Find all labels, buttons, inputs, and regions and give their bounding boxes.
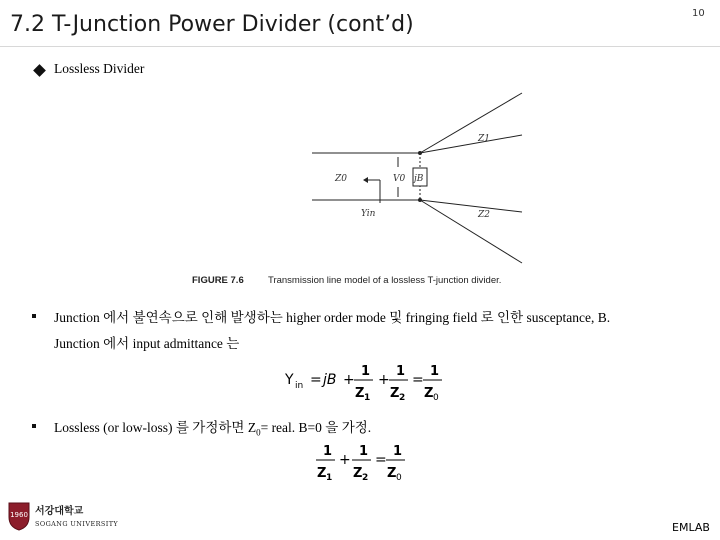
- para3-prefix: Lossless (or low-loss) 를 가정하면 Z: [54, 420, 257, 435]
- page-number: 10: [692, 8, 705, 19]
- junction-dot: [418, 198, 422, 202]
- eq2-num-3: 1: [393, 444, 403, 459]
- slide-title: 7.2 T-Junction Power Divider (cont’d): [10, 12, 414, 37]
- eq2-den-2: Z: [353, 466, 363, 481]
- label-z2: Z2: [478, 210, 490, 220]
- eq1-den-1-sub: 1: [364, 393, 371, 402]
- label-yin: Yin: [361, 209, 376, 219]
- eq2-num-2: 1: [359, 444, 369, 459]
- arrow-head-icon: [363, 177, 368, 183]
- square-bullet-icon: [32, 424, 36, 428]
- para3-suffix: = real. B=0 을 가정.: [260, 420, 372, 435]
- equation-input-admittance: [285, 360, 450, 402]
- equation-lossless: [316, 440, 411, 482]
- eq2-den-1-sub: 1: [326, 473, 333, 482]
- eq1-jb: jB: [323, 372, 337, 388]
- eq1-plus-1: +: [343, 372, 355, 388]
- eq2-den-3: Z: [387, 466, 397, 481]
- eq1-plus-2: +: [378, 372, 390, 388]
- eq1-num-1: 1: [361, 364, 371, 379]
- eq2-den-2-sub: 2: [362, 473, 369, 482]
- body-paragraph-1: Junction 에서 불연속으로 인해 발생하는 higher order mode 및 fringing field 로 인한 susceptance, B.: [54, 310, 611, 325]
- label-jb: jB: [414, 174, 424, 184]
- sogang-university-logo: [6, 500, 121, 532]
- eq1-den-2: Z: [390, 386, 400, 401]
- eq1-den-2-sub: 2: [399, 393, 406, 402]
- title-divider: [0, 46, 720, 47]
- footer-lab-name: EMLAB: [672, 521, 710, 534]
- eq1-equals-2: =: [412, 372, 424, 388]
- svg-text:1960: 1960: [10, 511, 28, 519]
- bullet-heading: Lossless Divider: [54, 61, 145, 76]
- logo-english-name: SOGANG UNIVERSITY: [35, 520, 119, 528]
- body-paragraph-2: Junction 에서 input admittance 는: [54, 336, 240, 351]
- eq2-plus: +: [339, 452, 351, 468]
- t-junction-figure: [180, 85, 540, 290]
- eq1-num-2: 1: [396, 364, 406, 379]
- eq1-den-1: Z: [355, 386, 365, 401]
- eq1-lhs: Y: [285, 372, 294, 388]
- eq1-num-3: 1: [430, 364, 440, 379]
- figure-caption-label: FIGURE 7.6: [192, 275, 244, 286]
- label-z0: Z0: [335, 174, 347, 184]
- eq1-lhs-sub: in: [295, 381, 304, 391]
- diamond-bullet-icon: [33, 64, 46, 77]
- eq1-den-3: Z: [424, 386, 434, 401]
- label-z1: Z1: [478, 134, 490, 144]
- eq2-num-1: 1: [323, 444, 333, 459]
- eq1-equals: =: [310, 372, 322, 388]
- eq2-equals: =: [375, 452, 387, 468]
- figure-caption-text: Transmission line model of a lossless T-junction divider.: [268, 275, 502, 286]
- logo-korean-name: 서강대학교: [35, 506, 84, 517]
- eq2-den-1: Z: [317, 466, 327, 481]
- body-paragraph-3: [54, 416, 371, 438]
- junction-dot: [418, 151, 422, 155]
- eq1-den-3-sub: 0: [433, 393, 439, 402]
- square-bullet-icon: [32, 314, 36, 318]
- eq2-den-3-sub: 0: [396, 473, 402, 482]
- para3-subscript: 0: [256, 427, 261, 438]
- label-v0: V0: [393, 174, 406, 184]
